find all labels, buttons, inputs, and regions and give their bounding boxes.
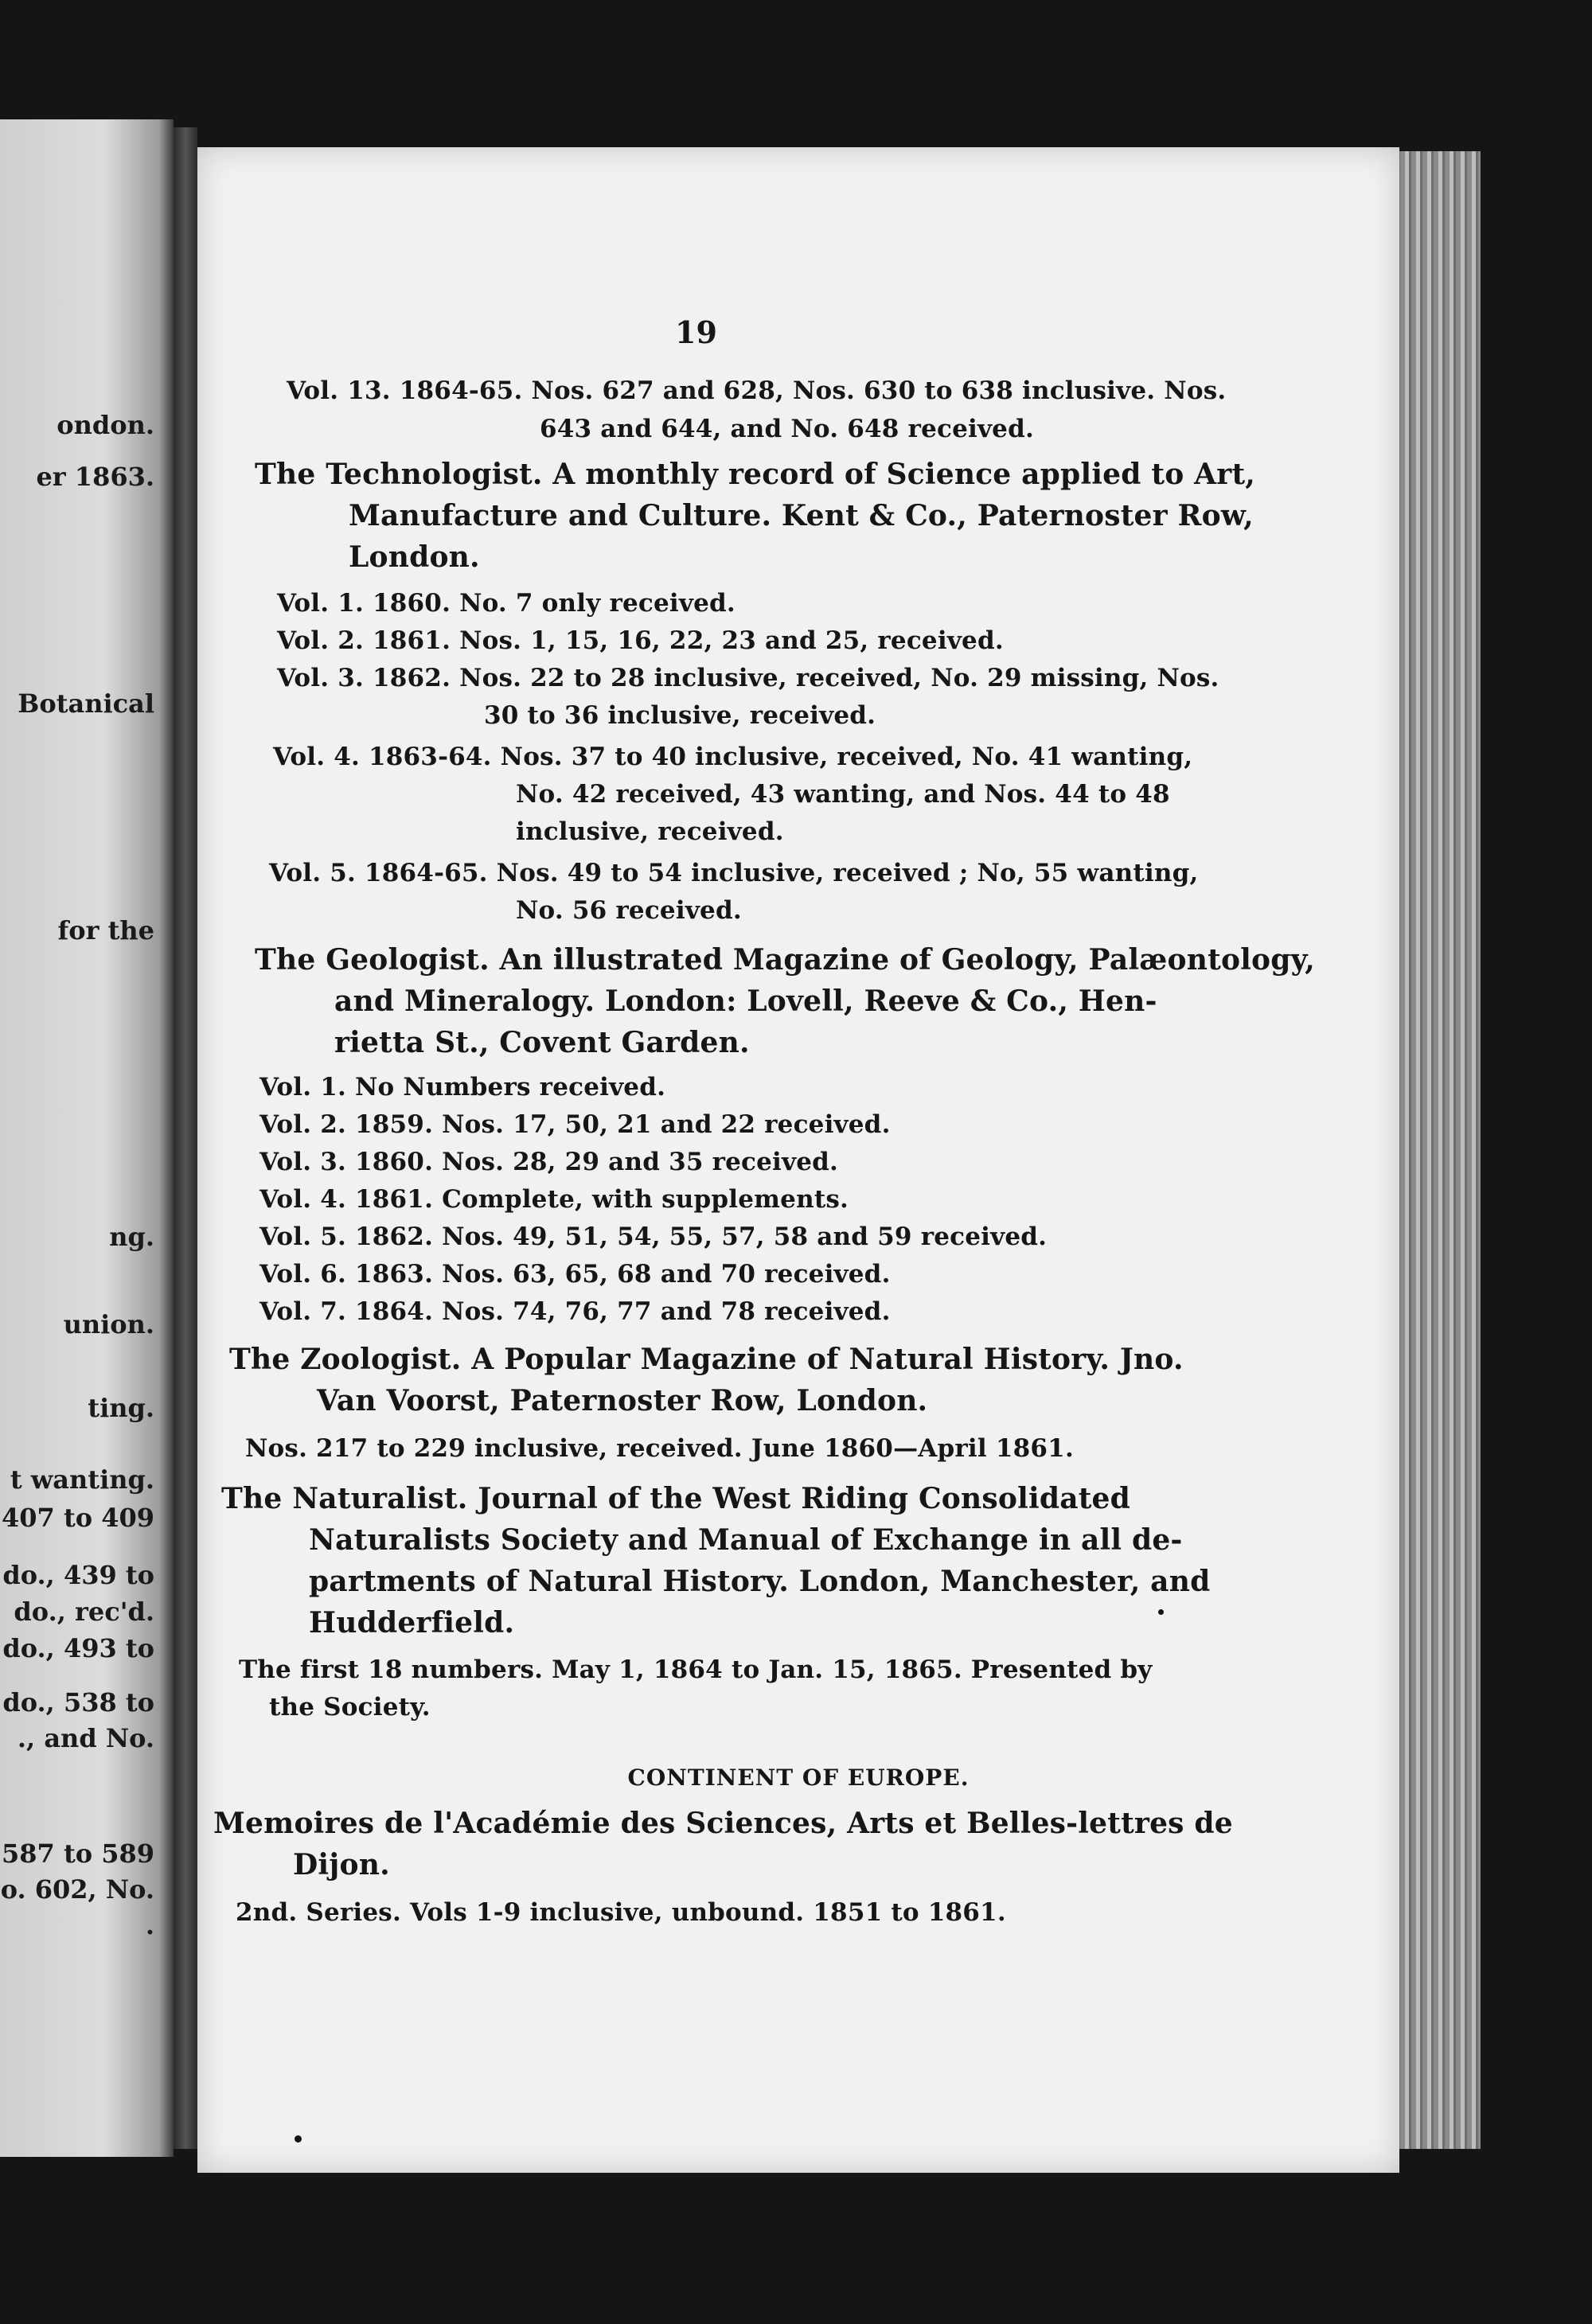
print-speck [295, 2135, 302, 2143]
text-line: 30 to 36 inclusive, received. [484, 701, 876, 730]
text-line: The first 18 numbers. May 1, 1864 to Jan. 15, 1865. Presented by [239, 1655, 1153, 1684]
text-line: Van Voorst, Paternoster Row, London. [317, 1384, 928, 1417]
entry-title-memoires: Memoires de l'Académie des Sciences, Arts et Belles-lettres de [213, 1807, 1233, 1840]
left-fragment: for the [57, 915, 154, 946]
text-line: Vol. 7. 1864. Nos. 74, 76, 77 and 78 received. [259, 1297, 891, 1326]
text-line: Vol. 3. 1860. Nos. 28, 29 and 35 received. [259, 1148, 839, 1176]
left-fragment: ng. [109, 1222, 154, 1252]
text-line: Vol. 4. 1863-64. Nos. 37 to 40 inclusive, received, No. 41 wanting, [273, 743, 1193, 771]
text-line: inclusive, received. [516, 817, 784, 846]
text-line: London. [349, 540, 480, 574]
print-speck [1158, 1609, 1164, 1615]
text-line: the Society. [269, 1693, 431, 1722]
text-line: Vol. 13. 1864-65. Nos. 627 and 628, Nos. 630 to 638 inclusive. Nos. [287, 376, 1227, 405]
left-fragment: o. 602, No. [0, 1874, 154, 1905]
text-line: Dijon. [293, 1848, 390, 1881]
section-heading: CONTINENT OF EUROPE. [627, 1764, 970, 1791]
left-page [0, 119, 174, 2157]
right-page [197, 147, 1399, 2173]
entry-title-naturalist: The Naturalist. Journal of the West Riding Consolidated [221, 1482, 1131, 1515]
entry-title-geologist: The Geologist. An illustrated Magazine of Geology, Palæontology, [255, 943, 1316, 977]
text-line: Vol. 1. No Numbers received. [259, 1073, 666, 1102]
left-fragment: ., and No. [17, 1723, 154, 1753]
left-fragment: . [145, 1910, 154, 1940]
left-fragment: union. [63, 1309, 154, 1339]
text-line: and Mineralogy. London: Lovell, Reeve & Co., Hen- [334, 985, 1157, 1018]
text-line: Vol. 5. 1864-65. Nos. 49 to 54 inclusive, received ; No, 55 wanting, [269, 859, 1199, 887]
text-line: No. 56 received. [516, 896, 742, 925]
book-gutter [174, 127, 197, 2149]
page-edges [1389, 151, 1481, 2149]
text-line: 643 and 644, and No. 648 received. [540, 415, 1034, 443]
text-line: Vol. 4. 1861. Complete, with supplements. [259, 1185, 849, 1214]
text-line: Nos. 217 to 229 inclusive, received. June 1860—April 1861. [245, 1434, 1074, 1463]
text-line: Vol. 6. 1863. Nos. 63, 65, 68 and 70 received. [259, 1260, 891, 1289]
text-line: Naturalists Society and Manual of Exchange in all de- [309, 1523, 1183, 1557]
left-fragment: 407 to 409 [2, 1503, 154, 1533]
left-fragment: ondon. [57, 410, 154, 440]
text-line: No. 42 received, 43 wanting, and Nos. 44 to 48 [516, 780, 1170, 809]
left-fragment: Botanical [18, 688, 154, 719]
text-line: Hudderfield. [309, 1606, 515, 1640]
left-fragment: do., 439 to [2, 1560, 154, 1590]
left-fragment: do., rec'd. [14, 1597, 154, 1627]
text-line: partments of Natural History. London, Manchester, and [309, 1565, 1211, 1598]
left-fragment: do., 538 to [2, 1687, 154, 1718]
text-line: Vol. 5. 1862. Nos. 49, 51, 54, 55, 57, 58 and 59 received. [259, 1222, 1048, 1251]
left-fragment: t wanting. [10, 1464, 154, 1495]
text-line: Vol. 2. 1859. Nos. 17, 50, 21 and 22 received. [259, 1110, 891, 1139]
text-line: Vol. 1. 1860. No. 7 only received. [277, 589, 736, 618]
left-fragment: do., 493 to [2, 1633, 154, 1663]
text-line: Manufacture and Culture. Kent & Co., Paternoster Row, [349, 499, 1254, 532]
text-line: Vol. 2. 1861. Nos. 1, 15, 16, 22, 23 and 25, received. [277, 626, 1004, 655]
text-line: Vol. 3. 1862. Nos. 22 to 28 inclusive, received, No. 29 missing, Nos. [277, 664, 1219, 692]
text-line: 2nd. Series. Vols 1-9 inclusive, unbound. 1851 to 1861. [236, 1898, 1006, 1927]
text-line: rietta St., Covent Garden. [334, 1026, 750, 1059]
left-fragment: er 1863. [36, 462, 154, 492]
left-fragment: ting. [88, 1393, 154, 1423]
left-fragment: 587 to 589 [2, 1839, 154, 1869]
entry-title-zoologist: The Zoologist. A Popular Magazine of Natural History. Jno. [229, 1343, 1184, 1376]
entry-title-technologist: The Technologist. A monthly record of Science applied to Art, [255, 458, 1256, 491]
page-number: 19 [675, 314, 717, 350]
